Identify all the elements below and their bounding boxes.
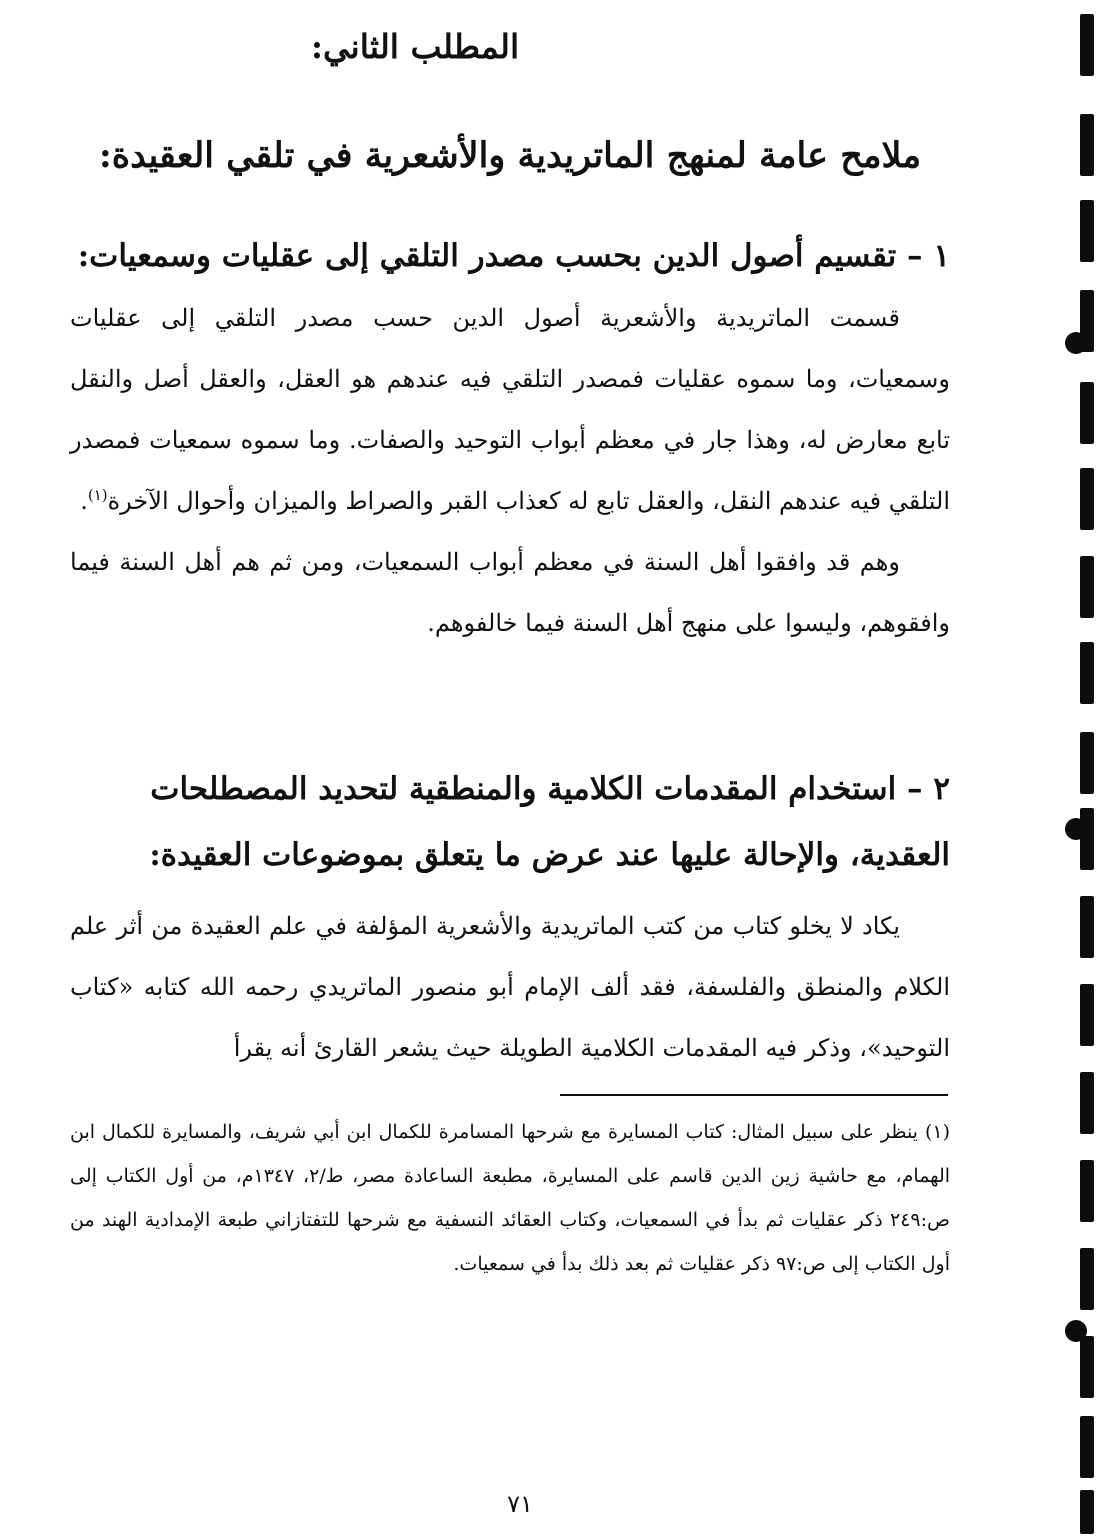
binding-bar <box>1080 1248 1094 1310</box>
binding-bar <box>1080 114 1094 176</box>
section-1-paragraph-2 <box>70 532 950 654</box>
binding-bar <box>1080 732 1094 794</box>
section-1 <box>70 226 950 654</box>
section-1-paragraph-2-text: وهم قد وافقوا أهل السنة في معظم أبواب السمعيات، ومن ثم هم أهل السنة فيما وافقوهم، وليسوا على منهج أهل السنة فيما خالفوهم. <box>70 548 950 637</box>
binding-bar <box>1080 1416 1094 1478</box>
binding-bar <box>1080 382 1094 444</box>
binding-bar <box>1080 14 1094 76</box>
binding-bar <box>1080 1490 1094 1534</box>
section-2-heading: ٢ – استخدام المقدمات الكلامية والمنطقية لتحديد المصطلحات العقدية، والإحالة عليها عند عرض ما يتعلق بموضوعات العقيدة: <box>149 771 950 873</box>
page-number: ٧١ <box>507 1490 533 1518</box>
footnote-separator <box>560 1094 948 1096</box>
section-2-paragraph-1 <box>70 896 950 1079</box>
binding-bar <box>1080 984 1094 1046</box>
footnote-reference: (١) <box>87 486 108 504</box>
main-title: ملامح عامة لمنهج الماتريدية والأشعرية في تلقي العقيدة: <box>98 135 922 176</box>
section-2 <box>70 756 950 1079</box>
binding-bar <box>1080 896 1094 958</box>
section-1-paragraph-1-text: قسمت الماتريدية والأشعرية أصول الدين حسب مصدر التلقي إلى عقليات وسمعيات، وما سموه عقليات فمصدر التلقي فيه عندهم هو العقل، والعقل أصل والنقل تابع معارض له، وهذا جار في معظم أبواب التوحيد والصفات. وما سموه سمعيات فمصدر التلقي فيه عندهم النقل، والعقل تابع له كعذاب القبر والصراط والميزان وأحوال الآخرة <box>70 304 950 515</box>
binding-bar <box>1080 200 1094 262</box>
binding-bar <box>1080 808 1094 870</box>
binding-bar <box>1080 556 1094 618</box>
binding-hole <box>1065 332 1087 354</box>
section-subtitle: المطلب الثاني: <box>310 27 520 66</box>
section-1-paragraph-1-end: . <box>80 487 88 515</box>
section-2-paragraph-1-text: يكاد لا يخلو كتاب من كتب الماتريدية والأشعرية المؤلفة في علم العقيدة من أثر علم الكلام والمنطق والفلسفة، فقد ألف الإمام أبو منصور الماتريدي رحمه الله كتابه «كتاب التوحيد»، وذكر فيه المقدمات الكلامية الطويلة حيث يشعر القارئ أنه يقرأ <box>70 912 950 1062</box>
section-1-paragraph-1 <box>70 288 950 532</box>
binding-bar <box>1080 468 1094 530</box>
footnote: (١) ينظر على سبيل المثال: كتاب المسايرة مع شرحها المسامرة للكمال ابن أبي شريف، والمسايرة للكمال ابن الهمام، مع حاشية زين الدين قاسم على المسايرة، مطبعة الساعادة مصر، ط/٢، ١٣٤٧م، من أول الكتاب إلى ص:٢٤٩ ذكر عقليات ثم بدأ في السمعيات، وكتاب العقائد النسفية مع شرحها للتفتازاني طبعة الإمدادية الهند من أول الكتاب إلى ص:٩٧ ذكر عقليات ثم بعد ذلك بدأ في سمعيات. <box>70 1121 951 1275</box>
binding-bar <box>1080 642 1094 704</box>
section-1-heading: ١ – تقسيم أصول الدين بحسب مصدر التلقي إلى عقليات وسمعيات: <box>77 238 950 274</box>
binding-bar <box>1080 1160 1094 1222</box>
binding-bar <box>1080 1072 1094 1134</box>
binding-bar <box>1080 1336 1094 1398</box>
